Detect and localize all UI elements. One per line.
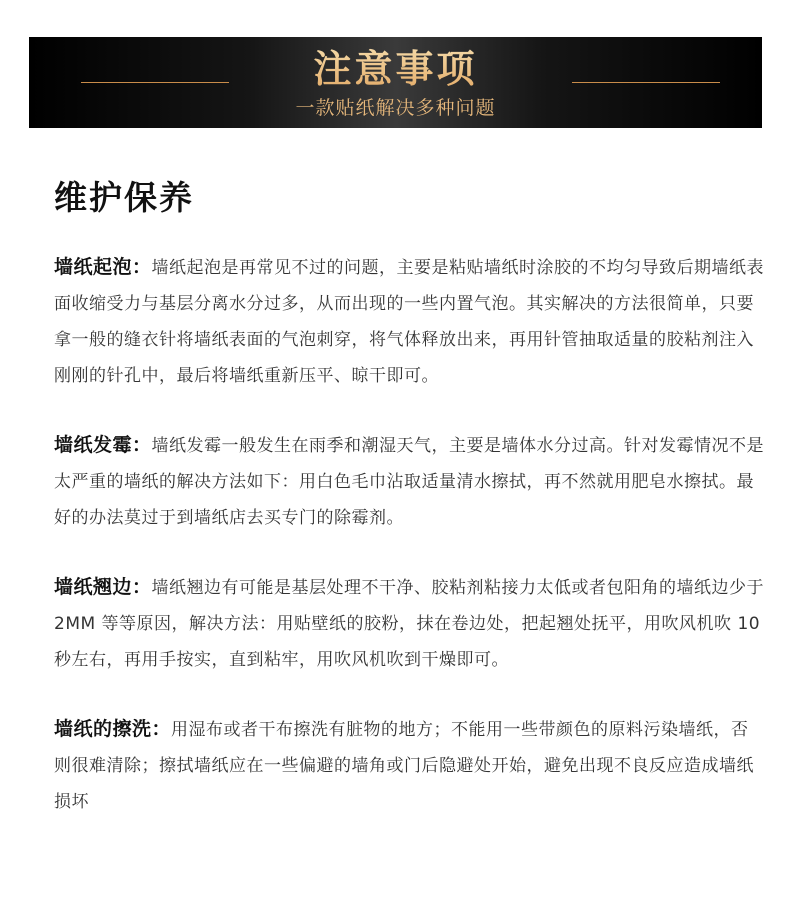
section-title: 维护保养 (54, 178, 194, 217)
entry-mildew (54, 427, 764, 536)
entry-label: 墙纸发霉： (54, 434, 152, 456)
maintenance-entries (54, 249, 764, 820)
entry-text: 墙纸发霉一般发生在雨季和潮湿天气，主要是墙体水分过高。针对发霉情况不是太严重的墙纸的解决方法如下：用白色毛巾沾取适量清水擦拭，再不然就用肥皂水擦拭。最好的办法莫过于到墙纸店去买专门的除霉剂。 (54, 436, 765, 528)
entry-label: 墙纸翘边： (54, 576, 152, 598)
header-banner (29, 37, 762, 128)
banner-subtitle: 一款贴纸解决多种问题 (295, 97, 496, 119)
entry-label: 墙纸起泡： (54, 256, 152, 278)
entry-cleaning (54, 711, 764, 820)
entry-text: 墙纸翘边有可能是基层处理不干净、胶粘剂粘接力太低或者包阳角的墙纸边少于 2MM 等等原因，解决方法：用贴壁纸的胶粉，抹在卷边处，把起翘处抚平，用吹风机吹 10 秒左右，再用手按实，直到粘牢，用吹风机吹到干燥即可。 (54, 578, 765, 670)
entry-text: 用湿布或者干布擦洗有脏物的地方；不能用一些带颜色的原料污染墙纸，否则很难清除；擦拭墙纸应在一些偏避的墙角或门后隐避处开始，避免出现不良反应造成墙纸损坏 (54, 720, 754, 812)
entry-blistering (54, 249, 764, 394)
entry-label: 墙纸的擦洗： (54, 718, 172, 740)
entry-curled-edges (54, 569, 764, 678)
entry-text: 墙纸起泡是再常见不过的问题，主要是粘贴墙纸时涂胶的不均匀导致后期墙纸表面收缩受力与基层分离水分过多，从而出现的一些内置气泡。其实解决的方法很简单，只要拿一般的缝衣针将墙纸表面的气泡刺穿，将气体释放出来，再用针管抽取适量的胶粘剂注入刚刚的针孔中，最后将墙纸重新压平、晾干即可。 (54, 258, 765, 386)
banner-title: 注意事项 (29, 45, 762, 93)
